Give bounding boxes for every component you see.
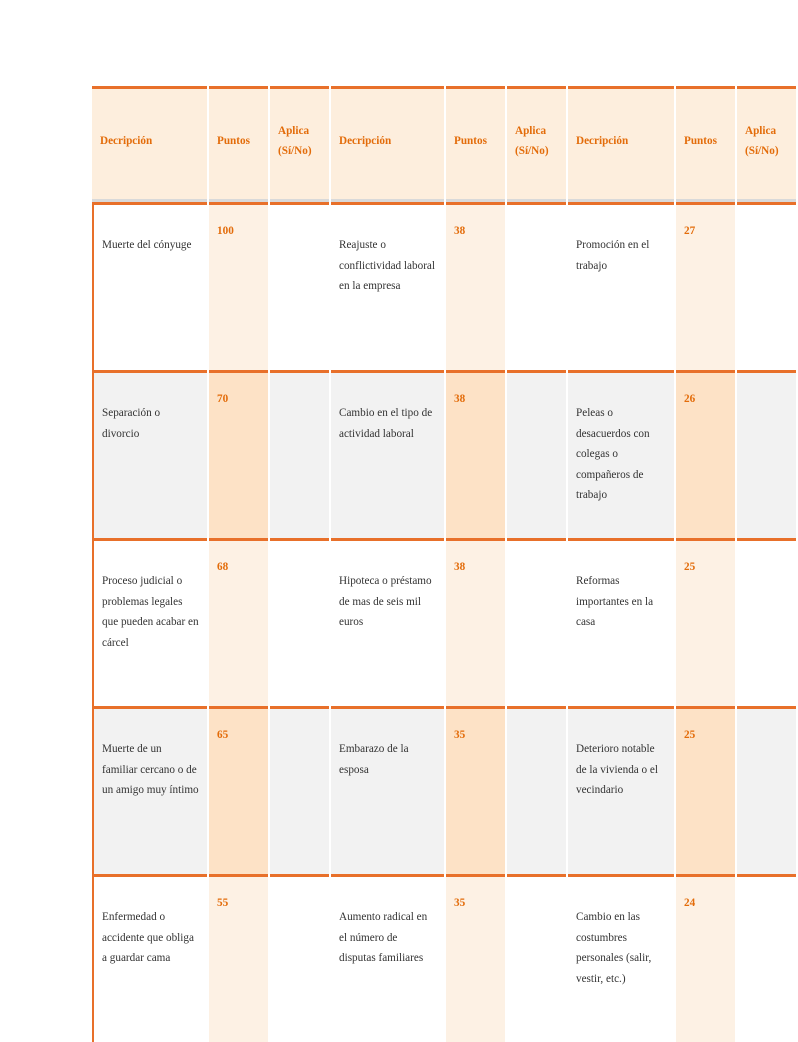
applies-cell[interactable]	[270, 370, 329, 538]
applies-cell[interactable]	[507, 874, 566, 1042]
event-points: 25	[676, 706, 735, 874]
applies-cell[interactable]	[507, 706, 566, 874]
event-points: 24	[676, 874, 735, 1042]
applies-cell[interactable]	[270, 202, 329, 370]
applies-cell[interactable]	[737, 202, 796, 370]
applies-cell[interactable]	[737, 706, 796, 874]
table-row	[92, 370, 796, 538]
applies-cell[interactable]	[507, 370, 566, 538]
event-points: 35	[446, 706, 505, 874]
header-aplica: Aplica (Sí/No)	[737, 86, 796, 202]
stress-scale-table-container	[92, 86, 779, 985]
table-row	[92, 202, 796, 370]
applies-cell[interactable]	[737, 370, 796, 538]
event-points: 35	[446, 874, 505, 1042]
header-descripcion: Decripción	[568, 86, 674, 202]
event-description: Cambio en el tipo de actividad laboral	[331, 370, 444, 538]
applies-cell[interactable]	[737, 538, 796, 706]
applies-cell[interactable]	[270, 706, 329, 874]
table-header-row	[92, 86, 796, 202]
event-description: Proceso judicial o problemas legales que pueden acabar en cárcel	[92, 538, 207, 706]
header-descripcion: Decripción	[92, 86, 207, 202]
event-points: 26	[676, 370, 735, 538]
applies-cell[interactable]	[507, 538, 566, 706]
header-aplica: Aplica (Sí/No)	[270, 86, 329, 202]
event-points: 68	[209, 538, 268, 706]
event-points: 38	[446, 202, 505, 370]
event-points: 55	[209, 874, 268, 1042]
event-points: 25	[676, 538, 735, 706]
event-description: Separación o divorcio	[92, 370, 207, 538]
event-points: 27	[676, 202, 735, 370]
event-description: Reajuste o conflictividad laboral en la empresa	[331, 202, 444, 370]
event-description: Muerte del cónyuge	[92, 202, 207, 370]
header-puntos: Puntos	[676, 86, 735, 202]
event-description: Muerte de un familiar cercano o de un amigo muy íntimo	[92, 706, 207, 874]
event-description: Peleas o desacuerdos con colegas o compañeros de trabajo	[568, 370, 674, 538]
event-description: Hipoteca o préstamo de mas de seis mil euros	[331, 538, 444, 706]
applies-cell[interactable]	[507, 202, 566, 370]
header-aplica: Aplica (Sí/No)	[507, 86, 566, 202]
stress-scale-table	[90, 86, 798, 1042]
event-points: 38	[446, 538, 505, 706]
applies-cell[interactable]	[270, 538, 329, 706]
event-points: 70	[209, 370, 268, 538]
event-description: Enfermedad o accidente que obliga a guardar cama	[92, 874, 207, 1042]
applies-cell[interactable]	[270, 874, 329, 1042]
header-descripcion: Decripción	[331, 86, 444, 202]
event-description: Promoción en el trabajo	[568, 202, 674, 370]
event-description: Aumento radical en el número de disputas familiares	[331, 874, 444, 1042]
header-puntos: Puntos	[209, 86, 268, 202]
applies-cell[interactable]	[737, 874, 796, 1042]
event-points: 65	[209, 706, 268, 874]
event-description: Embarazo de la esposa	[331, 706, 444, 874]
event-description: Reformas importantes en la casa	[568, 538, 674, 706]
event-description: Deterioro notable de la vivienda o el vecindario	[568, 706, 674, 874]
table-row	[92, 538, 796, 706]
event-description: Cambio en las costumbres personales (salir, vestir, etc.)	[568, 874, 674, 1042]
table-row	[92, 874, 796, 1042]
event-points: 38	[446, 370, 505, 538]
table-row	[92, 706, 796, 874]
event-points: 100	[209, 202, 268, 370]
header-puntos: Puntos	[446, 86, 505, 202]
